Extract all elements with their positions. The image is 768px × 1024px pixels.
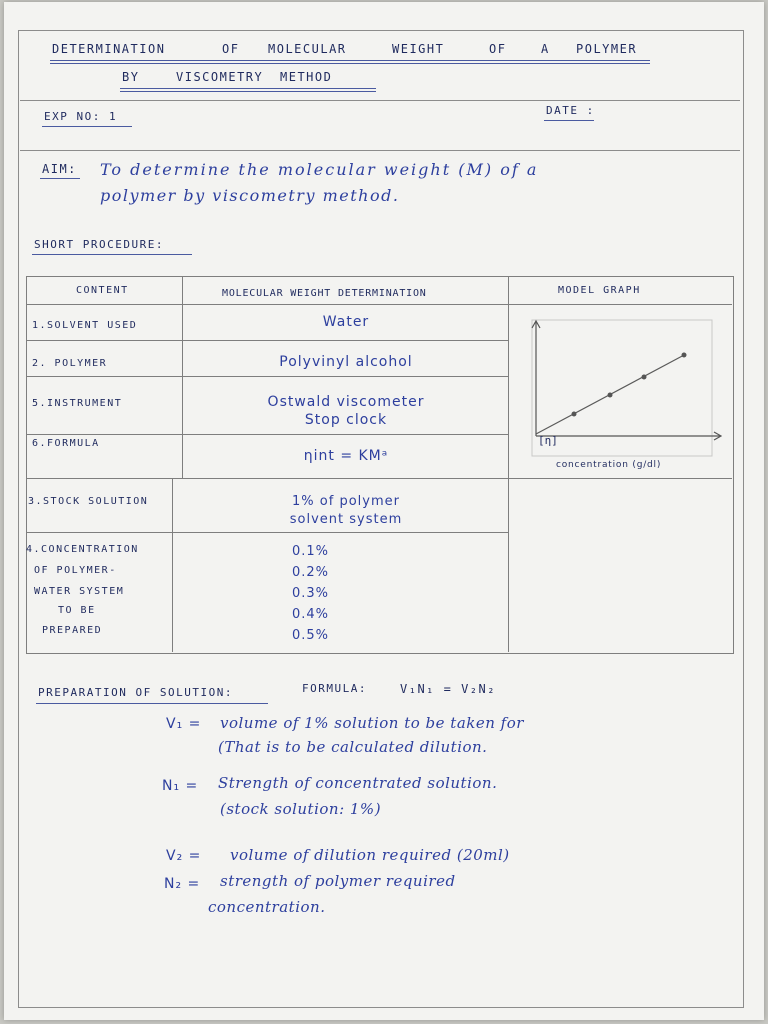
short-procedure-label: SHORT PROCEDURE: xyxy=(34,238,164,251)
header-molecular-weight: MOLECULAR WEIGHT DETERMINATION xyxy=(222,288,427,299)
formula-label: FORMULA: xyxy=(302,682,367,695)
graph-point xyxy=(608,393,613,398)
n2-line-1: strength of polymer required xyxy=(220,872,456,890)
row-instrument-value: Ostwald viscometer xyxy=(267,394,425,410)
col-sep-2 xyxy=(508,276,509,652)
n1-label: N₁ = xyxy=(162,778,199,794)
row-sep-4 xyxy=(26,478,732,479)
title-word-determination: DETERMINATION xyxy=(52,42,166,56)
title-word-a: A xyxy=(541,42,550,56)
exp-underline xyxy=(42,126,132,127)
title-underline-1 xyxy=(50,60,650,61)
row-sep-header xyxy=(26,304,732,305)
date-underline xyxy=(544,120,594,121)
aim-label: AIM: xyxy=(42,162,77,176)
header-content: CONTENT xyxy=(76,285,129,296)
conc-value-3: 0.3% xyxy=(292,586,330,601)
title-underline-1b xyxy=(50,63,650,64)
row-stock-value: 1% of polymer xyxy=(292,494,400,509)
title-underline-2 xyxy=(120,88,376,89)
n1-line-1: Strength of concentrated solution. xyxy=(218,774,498,792)
row-solvent-value: Water xyxy=(322,314,370,330)
title-word-of-2: OF xyxy=(489,42,507,56)
graph-point xyxy=(642,375,647,380)
row-stock-value-2: solvent system xyxy=(289,512,403,527)
row-solvent-label: 1.SOLVENT USED xyxy=(32,320,138,331)
title-word-molecular: MOLECULAR xyxy=(268,42,347,56)
header-model-graph: MODEL GRAPH xyxy=(558,285,641,296)
conc-label-3: WATER SYSTEM xyxy=(34,586,125,597)
conc-value-5: 0.5% xyxy=(292,628,330,643)
graph-x-label: concentration (g/dl) xyxy=(556,460,662,470)
conc-label-2: OF POLYMER- xyxy=(34,565,117,576)
conc-value-1: 0.1% xyxy=(292,544,330,559)
date-label: DATE : xyxy=(546,104,595,117)
conc-label-4: TO BE xyxy=(58,605,96,616)
row-sep-1 xyxy=(26,340,508,341)
row-polymer-value: Polyvinyl alcohol xyxy=(279,354,413,370)
row-instrument-value-2: Stop clock xyxy=(304,412,388,428)
preparation-label: PREPARATION OF SOLUTION: xyxy=(38,686,233,699)
formula-value: V₁N₁ = V₂N₂ xyxy=(400,682,496,696)
title-underline-2b xyxy=(120,91,376,92)
row-formula-value: ηint = KMᵃ xyxy=(303,448,389,464)
row-sep-3 xyxy=(26,434,508,435)
conc-label-1: 4.CONCENTRATION xyxy=(26,544,139,555)
title-word-polymer: POLYMER xyxy=(576,42,638,56)
conc-value-2: 0.2% xyxy=(292,565,330,580)
graph-point xyxy=(572,412,577,417)
row-sep-5 xyxy=(26,532,508,533)
row-instrument-label: 5.INSTRUMENT xyxy=(32,398,123,409)
row-stock-label: 3.STOCK SOLUTION xyxy=(28,496,149,507)
v1-line-1: volume of 1% solution to be taken for xyxy=(220,714,524,732)
rule-2 xyxy=(20,150,740,151)
v2-label: V₂ = xyxy=(166,848,202,864)
title-word-by: BY xyxy=(122,70,140,84)
graph-point xyxy=(682,353,687,358)
conc-value-4: 0.4% xyxy=(292,607,330,622)
graph-y-label: [η] xyxy=(538,434,558,447)
row-sep-2 xyxy=(26,376,508,377)
row-polymer-label: 2. POLYMER xyxy=(32,358,108,369)
v2-line-1: volume of dilution required (20ml) xyxy=(230,846,510,864)
v1-label: V₁ = xyxy=(166,716,202,732)
n2-label: N₂ = xyxy=(164,876,201,892)
model-graph xyxy=(522,312,722,472)
preparation-underline xyxy=(36,703,268,704)
title-word-weight: WEIGHT xyxy=(392,42,445,56)
title-word-viscometry: VISCOMETRY xyxy=(176,70,264,84)
title-word-of: OF xyxy=(222,42,240,56)
aim-underline xyxy=(40,178,80,179)
col-sep-1-upper xyxy=(182,276,183,478)
procedure-underline xyxy=(32,254,192,255)
row-formula-label: 6.FORMULA xyxy=(32,438,100,449)
notebook-page xyxy=(4,2,764,1020)
conc-label-5: PREPARED xyxy=(42,625,103,636)
v1-line-2: (That is to be calculated dilution. xyxy=(218,738,488,756)
rule-1 xyxy=(20,100,740,101)
n2-line-2: concentration. xyxy=(208,898,326,916)
n1-line-2: (stock solution: 1%) xyxy=(220,800,382,818)
col-sep-1-lower xyxy=(172,478,173,652)
title-word-method: METHOD xyxy=(280,70,333,84)
exp-number: EXP NO: 1 xyxy=(44,110,118,123)
aim-line-1: To determine the molecular weight (M) of a xyxy=(100,160,539,179)
aim-line-2: polymer by viscometry method. xyxy=(100,186,400,205)
